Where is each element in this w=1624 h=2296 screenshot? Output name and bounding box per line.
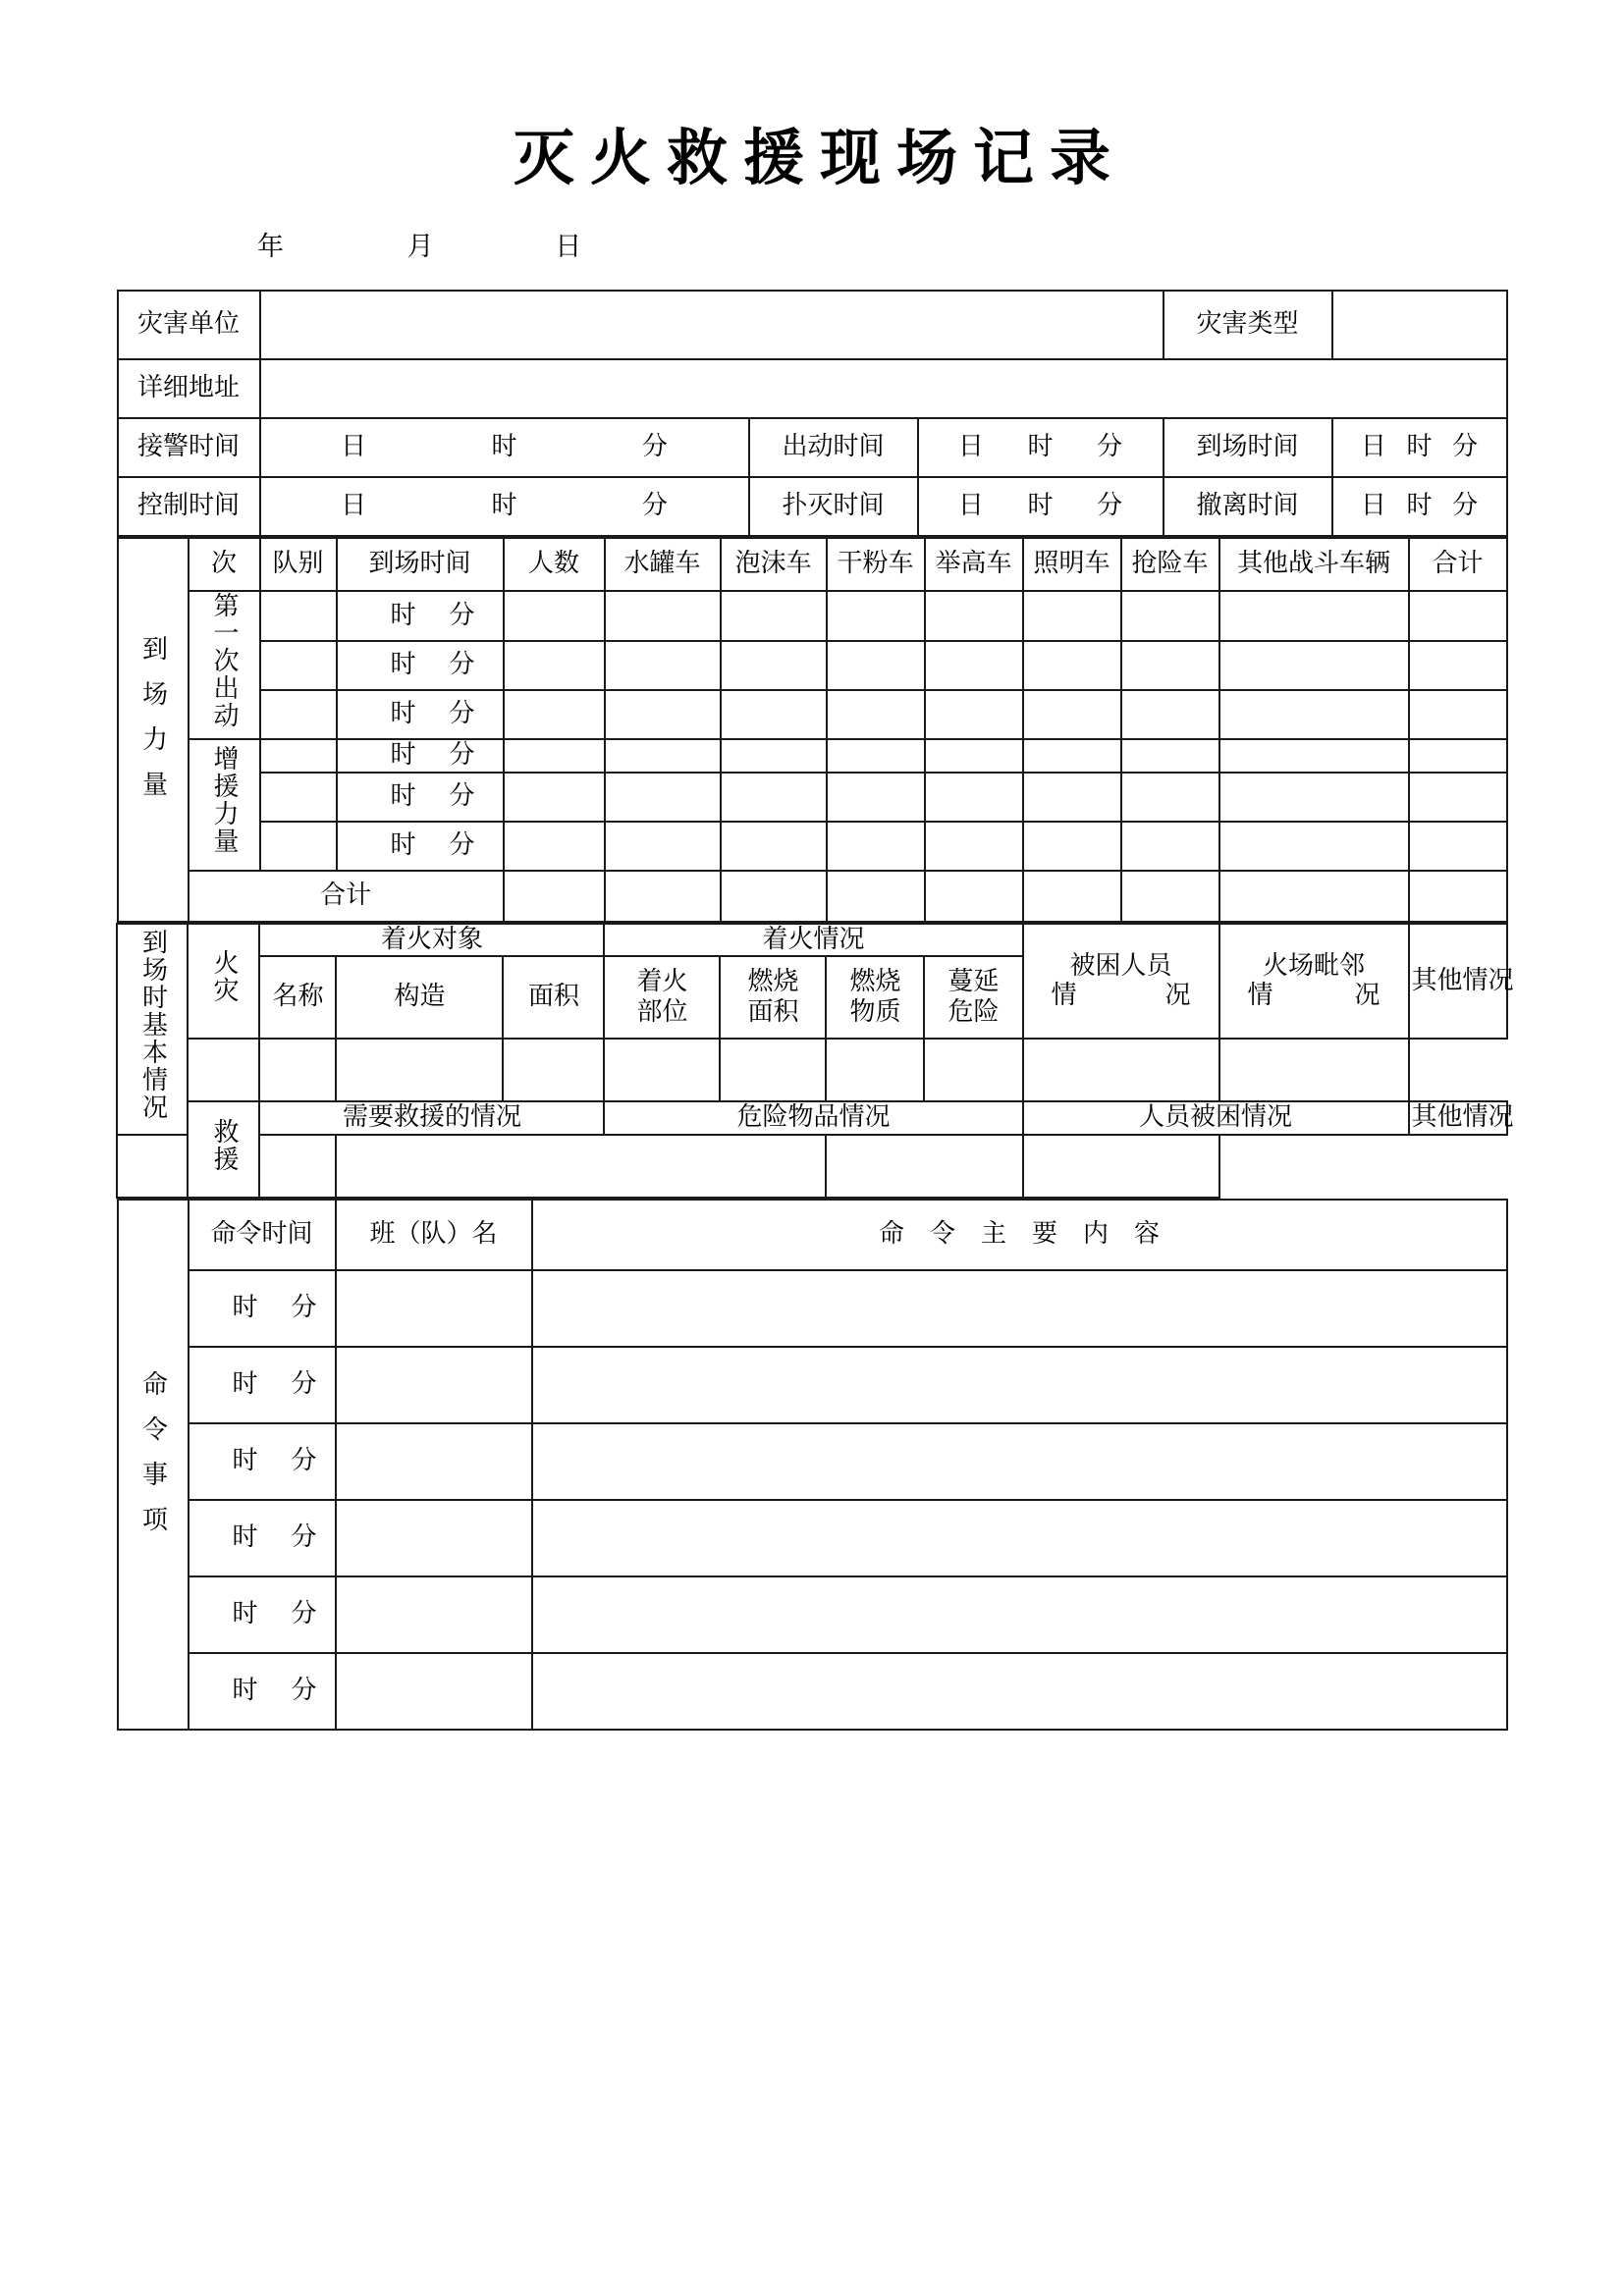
cell-foam-truck[interactable] (721, 739, 827, 773)
label-control-time: 控制时间 (118, 477, 260, 536)
force-col-rescue-truck: 抢险车 (1121, 538, 1219, 591)
group-header-neighboring-area (1219, 924, 1409, 1040)
cell-aerial-truck[interactable] (925, 739, 1023, 773)
minute-label: 分 (291, 1522, 317, 1553)
total-foam-truck[interactable] (721, 871, 827, 922)
group-header-fire-condition: 着火情况 (604, 924, 1022, 957)
minute-label: 分 (449, 649, 475, 679)
cell-order-time[interactable] (189, 1576, 336, 1653)
cell-water-tanker[interactable] (605, 641, 721, 690)
cell-other-vehicles[interactable] (1219, 739, 1409, 773)
control-hour-label: 时 (491, 491, 517, 521)
table-row (118, 591, 1507, 641)
label-disaster-unit: 灾害单位 (118, 291, 260, 359)
cell-other-situation-fire[interactable] (1219, 1039, 1409, 1101)
table-row (118, 1423, 1507, 1500)
hour-label: 时 (232, 1293, 258, 1323)
field-control-time[interactable] (260, 477, 749, 536)
cell-water-tanker[interactable] (605, 773, 721, 822)
table-row (118, 739, 1507, 773)
orders-header-row (118, 1200, 1507, 1270)
group-label-reinforcement-text: 增援力量 (209, 745, 239, 856)
cell-rescue-truck[interactable] (1121, 690, 1219, 739)
force-col-lighting-truck: 照明车 (1023, 538, 1121, 591)
subsection-label-fire-text: 火灾 (208, 949, 239, 1005)
sub-header-structure (336, 956, 503, 1039)
sub-header-fire-location-l2: 部位 (636, 997, 688, 1028)
cell-lighting-truck[interactable] (1023, 690, 1121, 739)
cell-team[interactable] (260, 690, 337, 739)
field-dispatch-time[interactable] (918, 418, 1164, 477)
rescue-header-other: 其他情况 (1409, 1101, 1507, 1135)
date-year-label: 年 (257, 232, 286, 263)
control-minute-label: 分 (641, 491, 668, 521)
hour-label: 时 (390, 829, 416, 860)
cell-water-tanker[interactable] (605, 739, 721, 773)
cell-team[interactable] (260, 773, 337, 822)
cell-total[interactable] (1409, 739, 1507, 773)
cell-neighboring-area[interactable] (1023, 1039, 1219, 1101)
cell-lighting-truck[interactable] (1023, 773, 1121, 822)
cell-arrival-time[interactable] (337, 739, 504, 773)
cell-water-tanker[interactable] (605, 690, 721, 739)
neighbor-line2-b: 况 (1354, 981, 1380, 1011)
table-row (118, 773, 1507, 822)
total-aerial-truck[interactable] (925, 871, 1023, 922)
orders-col-team: 班（队）名 (336, 1200, 532, 1270)
cell-order-team[interactable] (336, 1500, 532, 1576)
cell-total[interactable] (1409, 641, 1507, 690)
header-table (117, 290, 1508, 537)
cell-aerial-truck[interactable] (925, 773, 1023, 822)
cell-order-time[interactable] (189, 1423, 336, 1500)
cell-water-tanker[interactable] (605, 822, 721, 871)
table-row-control-times (118, 477, 1507, 536)
cell-dry-powder-truck[interactable] (827, 773, 925, 822)
date-day-label: 日 (555, 232, 584, 263)
force-col-arrival-time: 到场时间 (337, 538, 504, 591)
minute-label: 分 (291, 1599, 317, 1629)
cell-team[interactable] (260, 641, 337, 690)
label-disaster-type: 灾害类型 (1164, 291, 1332, 359)
group-label-first-dispatch-text: 第一次出动 (209, 592, 239, 730)
sub-header-burning-area-l1: 燃烧 (747, 966, 799, 996)
force-col-team: 队别 (260, 538, 337, 591)
page-title: 灭火救援现场记录 (513, 122, 1126, 193)
dispatch-hour-label: 时 (1027, 432, 1054, 462)
cell-arrival-time[interactable] (337, 591, 504, 641)
cell-dry-powder-truck[interactable] (827, 591, 925, 641)
minute-label: 分 (449, 698, 475, 728)
minute-label: 分 (291, 1446, 317, 1476)
cell-lighting-truck[interactable] (1023, 591, 1121, 641)
table-row (118, 690, 1507, 739)
force-col-aerial-truck: 举高车 (925, 538, 1023, 591)
sub-header-burning-area (720, 956, 826, 1039)
hour-label: 时 (390, 600, 416, 630)
hour-label: 时 (232, 1369, 258, 1400)
cell-order-team[interactable] (336, 1576, 532, 1653)
table-row-alarm-times (118, 418, 1507, 477)
force-header-row (118, 538, 1507, 591)
force-table (117, 537, 1508, 922)
cell-other-vehicles[interactable] (1219, 822, 1409, 871)
cell-aerial-truck[interactable] (925, 822, 1023, 871)
situation-fire-data-row (117, 1039, 1506, 1101)
cell-order-content[interactable] (532, 1423, 1507, 1500)
cell-headcount[interactable] (504, 773, 605, 822)
cell-headcount[interactable] (504, 822, 605, 871)
sub-header-name-l1: 名称 (272, 982, 324, 1012)
cell-order-content[interactable] (532, 1347, 1507, 1423)
cell-rescue-truck[interactable] (1121, 591, 1219, 641)
hour-label: 时 (232, 1676, 258, 1706)
withdraw-minute-label: 分 (1452, 491, 1479, 521)
extinguish-day-label: 日 (957, 491, 984, 521)
cell-lighting-truck[interactable] (1023, 822, 1121, 871)
cell-arrival-time[interactable] (337, 822, 504, 871)
alarm-hour-label: 时 (491, 432, 517, 462)
neighbor-line1: 火场毗邻 (1262, 951, 1365, 982)
cell-lighting-truck[interactable] (1023, 739, 1121, 773)
minute-label: 分 (449, 829, 475, 860)
hour-label: 时 (390, 739, 416, 770)
cell-fire-area[interactable] (336, 1039, 503, 1101)
sub-header-burning-material-l1: 燃烧 (849, 966, 901, 996)
group-header-other-situation-fire: 其他情况 (1409, 924, 1507, 1040)
force-col-dry-powder-truck: 干粉车 (827, 538, 925, 591)
force-total-row (118, 871, 1507, 922)
cell-water-tanker[interactable] (605, 591, 721, 641)
cell-total[interactable] (1409, 822, 1507, 871)
orders-table (117, 1199, 1508, 1731)
cell-team[interactable] (260, 591, 337, 641)
rescue-header-hazmat: 危险物品情况 (604, 1101, 1022, 1135)
label-alarm-time: 接警时间 (118, 418, 260, 477)
cell-foam-truck[interactable] (721, 822, 827, 871)
withdraw-day-label: 日 (1360, 491, 1386, 521)
trapped-line1: 被困人员 (1069, 951, 1172, 982)
cell-order-team[interactable] (336, 1347, 532, 1423)
trapped-line2-a: 情 (1051, 981, 1077, 1011)
orders-table-wrap (0, 1199, 1624, 1731)
label-detail-address: 详细地址 (118, 359, 260, 418)
total-dry-powder-truck[interactable] (827, 871, 925, 922)
cell-rescue-trapped[interactable] (826, 1135, 1022, 1198)
total-rescue-truck[interactable] (1121, 871, 1219, 922)
sub-header-fire-location-l1: 着火 (636, 966, 688, 996)
table-row (118, 1270, 1507, 1347)
sub-header-name (259, 956, 336, 1039)
sub-header-spread-risk-l2: 危险 (947, 997, 1000, 1028)
arrival-day-label: 日 (1360, 432, 1386, 462)
cell-other-vehicles[interactable] (1219, 690, 1409, 739)
cell-order-team[interactable] (336, 1653, 532, 1730)
cell-other-vehicles[interactable] (1219, 773, 1409, 822)
minute-label: 分 (449, 600, 475, 630)
sub-header-structure-l1: 构造 (394, 982, 446, 1012)
cell-rescue-truck[interactable] (1121, 822, 1219, 871)
cell-total[interactable] (1409, 690, 1507, 739)
cell-spread-risk[interactable] (826, 1039, 924, 1101)
orders-col-content (532, 1200, 1507, 1270)
total-lighting-truck[interactable] (1023, 871, 1121, 922)
field-disaster-type[interactable] (1332, 291, 1507, 359)
extinguish-hour-label: 时 (1027, 491, 1054, 521)
section-label-order-items-text: 命令事项 (137, 1369, 168, 1551)
cell-aerial-truck[interactable] (925, 641, 1023, 690)
cell-other-vehicles[interactable] (1219, 641, 1409, 690)
cell-headcount[interactable] (504, 739, 605, 773)
orders-col-content-text: 命令主要内容 (878, 1219, 1185, 1250)
cell-rescue-other[interactable] (1023, 1135, 1219, 1198)
section-label-arrived-force (118, 538, 189, 921)
field-arrival-time[interactable] (1332, 418, 1507, 477)
dispatch-day-label: 日 (957, 432, 984, 462)
header-table-wrap (0, 290, 1624, 537)
neighbor-line2-a: 情 (1247, 981, 1273, 1011)
cell-headcount[interactable] (504, 690, 605, 739)
minute-label: 分 (291, 1293, 317, 1323)
subsection-label-rescue-text: 救援 (208, 1117, 239, 1173)
field-extinguish-time[interactable] (918, 477, 1164, 536)
hour-label: 时 (390, 649, 416, 679)
force-col-foam-truck: 泡沫车 (721, 538, 827, 591)
cell-order-time[interactable] (189, 1500, 336, 1576)
situation-table-wrap (0, 923, 1624, 1199)
cell-total[interactable] (1409, 591, 1507, 641)
minute-label: 分 (291, 1676, 317, 1706)
sub-header-spread-risk (924, 956, 1022, 1039)
table-row-disaster-unit (118, 291, 1507, 359)
alarm-day-label: 日 (341, 432, 367, 462)
hour-label: 时 (390, 780, 416, 811)
hour-label: 时 (390, 698, 416, 728)
cell-headcount[interactable] (504, 591, 605, 641)
trapped-line2-b: 况 (1164, 981, 1191, 1011)
total-sum[interactable] (1409, 871, 1507, 922)
sub-header-fire-location (604, 956, 720, 1039)
force-total-label: 合计 (189, 871, 504, 922)
field-detail-address[interactable] (260, 359, 1507, 418)
table-row (118, 1576, 1507, 1653)
total-water-tanker[interactable] (605, 871, 721, 922)
situation-rescue-data-row (117, 1135, 1506, 1198)
cell-order-team[interactable] (336, 1423, 532, 1500)
sub-header-area (503, 956, 604, 1039)
force-col-total: 合计 (1409, 538, 1507, 591)
table-row (118, 1653, 1507, 1730)
total-headcount[interactable] (504, 871, 605, 922)
label-dispatch-time: 出动时间 (749, 418, 918, 477)
cell-fire-name[interactable] (188, 1039, 259, 1101)
situation-table (116, 923, 1514, 1199)
date-month-label: 月 (406, 232, 436, 263)
section-label-basic-situation (117, 924, 188, 1135)
field-disaster-unit[interactable] (260, 291, 1164, 359)
table-row-address (118, 359, 1507, 418)
cell-fire-location[interactable] (503, 1039, 604, 1101)
rescue-header-trapped: 人员被困情况 (1023, 1101, 1409, 1135)
hour-label: 时 (232, 1446, 258, 1476)
cell-aerial-truck[interactable] (925, 690, 1023, 739)
hour-label: 时 (232, 1522, 258, 1553)
cell-order-content[interactable] (532, 1500, 1507, 1576)
cell-arrival-time[interactable] (337, 773, 504, 822)
cell-order-content[interactable] (532, 1576, 1507, 1653)
minute-label: 分 (291, 1369, 317, 1400)
table-row (118, 1500, 1507, 1576)
situation-group-header-row (117, 924, 1506, 957)
cell-arrival-time[interactable] (337, 690, 504, 739)
force-col-water-tanker: 水罐车 (605, 538, 721, 591)
cell-foam-truck[interactable] (721, 690, 827, 739)
sub-header-burning-material-l2: 物质 (849, 997, 901, 1028)
cell-lighting-truck[interactable] (1023, 641, 1121, 690)
cell-trapped-persons[interactable] (924, 1039, 1022, 1101)
alarm-minute-label: 分 (641, 432, 668, 462)
table-row (118, 1347, 1507, 1423)
hour-label: 时 (232, 1599, 258, 1629)
arrival-hour-label: 时 (1406, 432, 1433, 462)
total-other-vehicles[interactable] (1219, 871, 1409, 922)
dispatch-minute-label: 分 (1097, 432, 1123, 462)
cell-foam-truck[interactable] (721, 773, 827, 822)
cell-other-vehicles[interactable] (1219, 591, 1409, 641)
force-col-other-vehicles: 其他战斗车辆 (1219, 538, 1409, 591)
minute-label: 分 (449, 739, 475, 770)
sub-header-burning-area-l2: 面积 (747, 997, 799, 1028)
label-withdraw-time: 撤离时间 (1164, 477, 1332, 536)
cell-team[interactable] (260, 739, 337, 773)
orders-col-time: 命令时间 (189, 1200, 336, 1270)
table-row (118, 641, 1507, 690)
cell-foam-truck[interactable] (721, 641, 827, 690)
force-table-wrap (0, 537, 1624, 922)
group-label-first-dispatch (189, 591, 260, 739)
cell-burning-material[interactable] (720, 1039, 826, 1101)
section-label-arrived-force-text: 到场力量 (137, 634, 168, 816)
cell-aerial-truck[interactable] (925, 591, 1023, 641)
sub-header-spread-risk-l1: 蔓延 (947, 966, 1000, 996)
cell-rescue-truck[interactable] (1121, 739, 1219, 773)
cell-order-time[interactable] (189, 1347, 336, 1423)
sub-header-area-l1: 面积 (527, 982, 579, 1012)
cell-order-content[interactable] (532, 1653, 1507, 1730)
group-header-fire-object: 着火对象 (259, 924, 604, 957)
force-col-headcount: 人数 (504, 538, 605, 591)
cell-rescue-truck[interactable] (1121, 773, 1219, 822)
extinguish-minute-label: 分 (1097, 491, 1123, 521)
minute-label: 分 (449, 780, 475, 811)
cell-order-content[interactable] (532, 1270, 1507, 1347)
field-alarm-time[interactable] (260, 418, 749, 477)
label-extinguish-time: 扑灭时间 (749, 477, 918, 536)
cell-dry-powder-truck[interactable] (827, 822, 925, 871)
group-header-trapped-persons (1023, 924, 1219, 1040)
arrival-minute-label: 分 (1452, 432, 1479, 462)
situation-rescue-header-row (117, 1101, 1506, 1135)
group-label-reinforcement (189, 739, 260, 871)
cell-dry-powder-truck[interactable] (827, 739, 925, 773)
table-row (118, 822, 1507, 871)
cell-team[interactable] (260, 822, 337, 871)
section-label-basic-situation-text: 到场时基本情况 (137, 928, 168, 1121)
sub-header-burning-material (826, 956, 924, 1039)
cell-order-team[interactable] (336, 1270, 532, 1347)
label-arrival-time: 到场时间 (1164, 418, 1332, 477)
withdraw-hour-label: 时 (1406, 491, 1433, 521)
section-label-order-items (118, 1200, 189, 1730)
rescue-header-need: 需要救援的情况 (259, 1101, 604, 1135)
cell-rescue-hazmat[interactable] (336, 1135, 826, 1198)
cell-headcount[interactable] (504, 641, 605, 690)
control-day-label: 日 (341, 491, 367, 521)
cell-fire-structure[interactable] (259, 1039, 336, 1101)
cell-total[interactable] (1409, 773, 1507, 822)
cell-burning-area[interactable] (604, 1039, 720, 1101)
date-line (0, 225, 1624, 264)
cell-order-time[interactable] (189, 1270, 336, 1347)
field-withdraw-time[interactable] (1332, 477, 1507, 536)
cell-order-time[interactable] (189, 1653, 336, 1730)
cell-foam-truck[interactable] (721, 591, 827, 641)
subsection-label-fire (188, 924, 259, 1040)
cell-rescue-truck[interactable] (1121, 641, 1219, 690)
cell-dry-powder-truck[interactable] (827, 641, 925, 690)
force-col-times: 次 (189, 538, 260, 591)
cell-arrival-time[interactable] (337, 641, 504, 690)
cell-dry-powder-truck[interactable] (827, 690, 925, 739)
